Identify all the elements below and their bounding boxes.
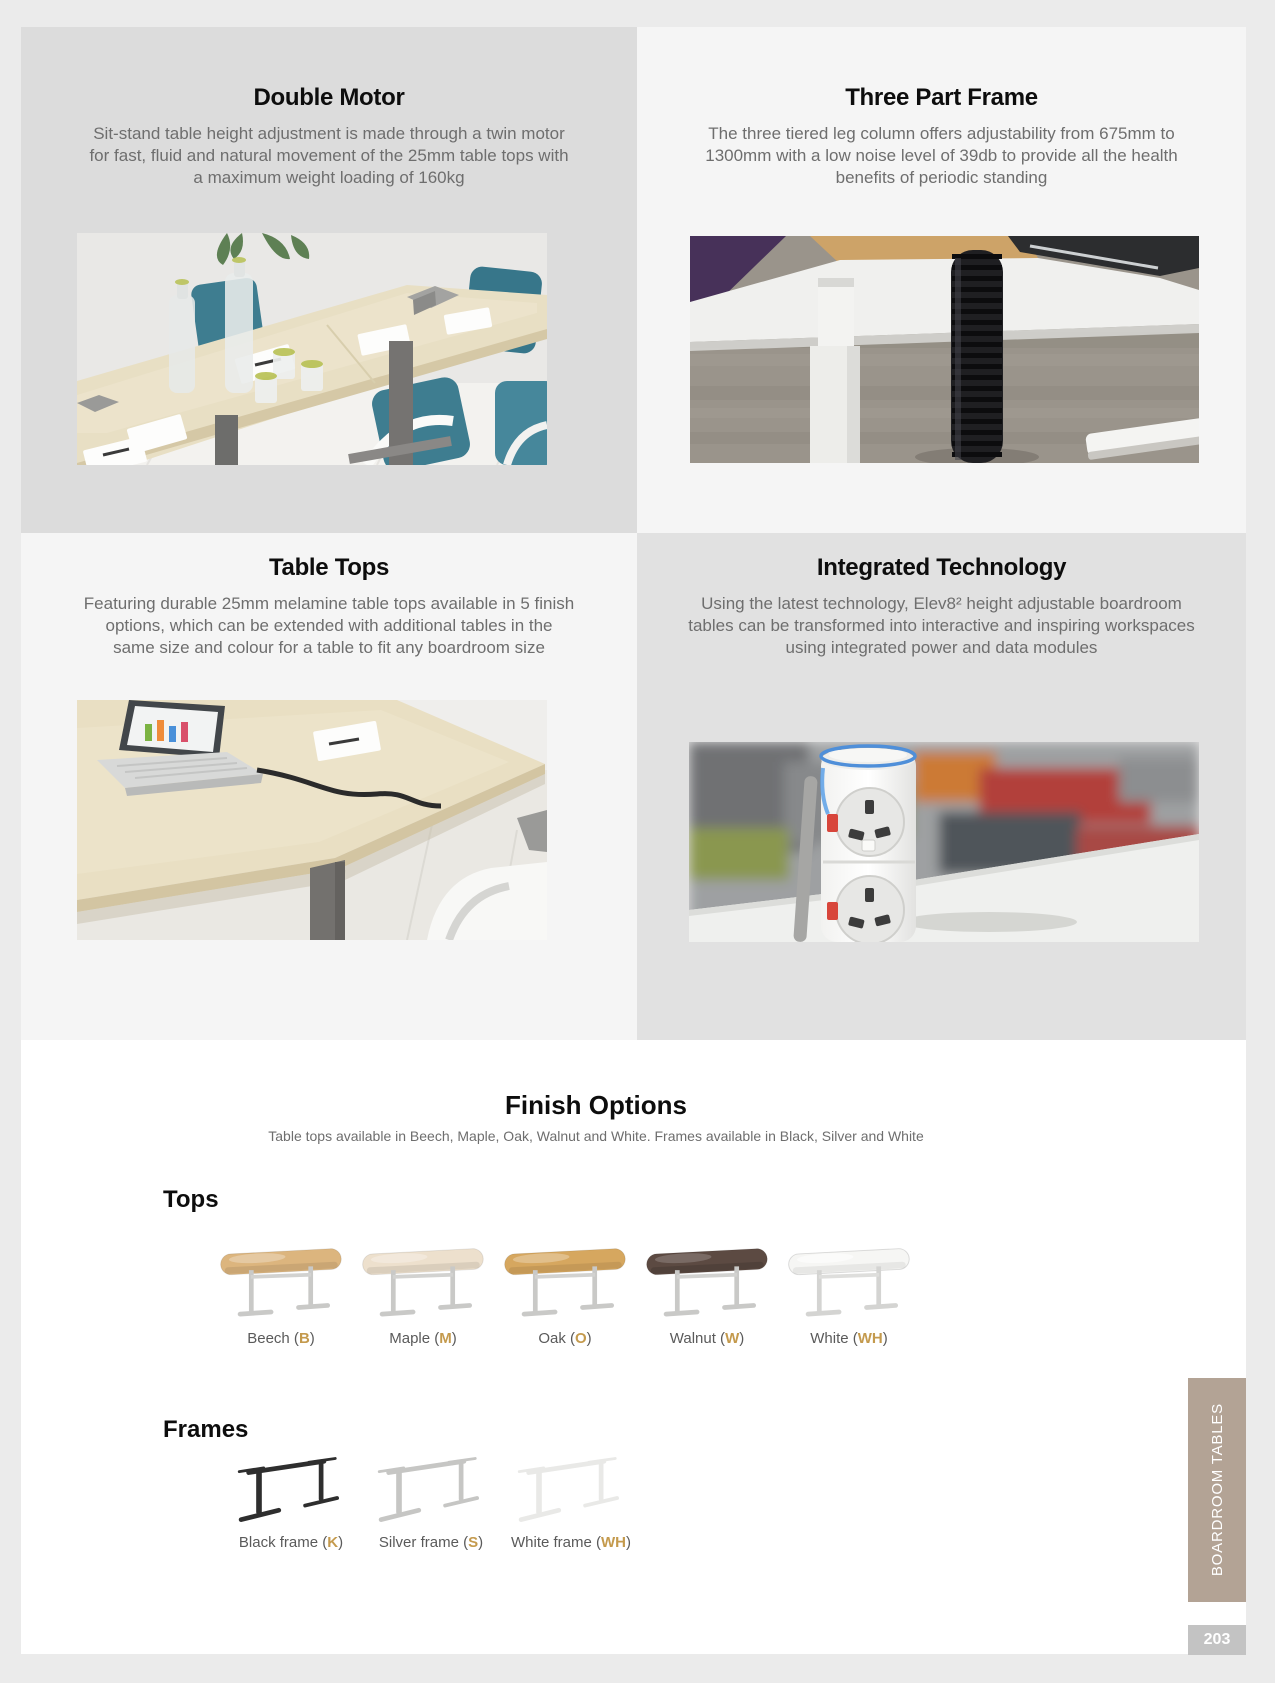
silver-frame-image [369,1450,493,1530]
swatch-label: Black frame (K) [238,1534,344,1551]
frames-group-title: Frames [163,1416,249,1443]
frame-finish-white [505,1450,637,1551]
page-number: 203 [1203,1631,1231,1648]
frame-finish-silver [365,1450,497,1551]
feature-description: Using the latest technology, Elev8² height adjustable boardroom tables can be transformed into interactive and inspiring workspaces using integrated power and data modules [688,594,1195,657]
swatch-label: Oak (O) [538,1330,592,1347]
swatch-label: White frame (WH) [510,1534,632,1551]
frames-swatch-row [225,1450,637,1551]
oak-table-top-image [499,1236,631,1326]
boardroom-table-photo [77,233,547,465]
feature-card-three-part-frame [637,27,1246,533]
beech-table-top-image [215,1236,347,1326]
white-table-top-image [783,1236,915,1326]
finish-options-section [21,1040,1246,1654]
swatch-label: Silver frame (S) [378,1534,484,1551]
feature-title: Table Tops [268,554,390,581]
tops-swatch-row [215,1236,915,1347]
feature-title: Three Part Frame [845,84,1038,111]
feature-title: Integrated Technology [816,554,1067,581]
maple-table-top-image [357,1236,489,1326]
swatch-label: Beech (B) [247,1330,315,1347]
tops-group-title: Tops [163,1186,219,1213]
power-module-photo [689,742,1199,942]
boardroom-tables-section-tab[interactable] [1188,1378,1246,1602]
top-finish-walnut [641,1236,773,1347]
swatch-label: Maple (M) [389,1330,457,1347]
finish-options-subtitle: Table tops available in Beech, Maple, Oak, Walnut and White. Frames available in Black, Silver and White [268,1128,924,1144]
table-top-laptop-photo [77,700,547,940]
feature-description: The three tiered leg column offers adjustability from 675mm to 1300mm with a low noise level of 39db to provide all the health benefits of periodic standing [705,124,1178,187]
feature-card-table-tops [21,533,637,1040]
page-number-badge [1188,1625,1246,1655]
top-finish-white [783,1236,915,1347]
feature-title: Double Motor [253,84,405,111]
white-frame-image [509,1450,633,1530]
top-finish-maple [357,1236,489,1347]
feature-description: Sit-stand table height adjustment is made through a twin motor for fast, fluid and natural movement of the 25mm table tops with a maximum weight loading of 160kg [89,124,569,187]
feature-card-double-motor [21,27,637,533]
leg-column-photo [690,236,1199,463]
feature-card-integrated-technology [637,533,1246,1040]
swatch-label: White (WH) [810,1330,888,1347]
black-frame-image [229,1450,353,1530]
section-tab-label: BOARDROOM TABLES [1208,1403,1226,1577]
top-finish-oak [499,1236,631,1347]
swatch-label: Walnut (W) [669,1330,745,1347]
frame-finish-black [225,1450,357,1551]
walnut-table-top-image [641,1236,773,1326]
feature-description: Featuring durable 25mm melamine table tops available in 5 finish options, which can be extended with additional tables in the same size and colour for a table to fit any boardroom size [83,594,575,657]
finish-options-title: Finish Options [505,1090,687,1120]
top-finish-beech [215,1236,347,1347]
